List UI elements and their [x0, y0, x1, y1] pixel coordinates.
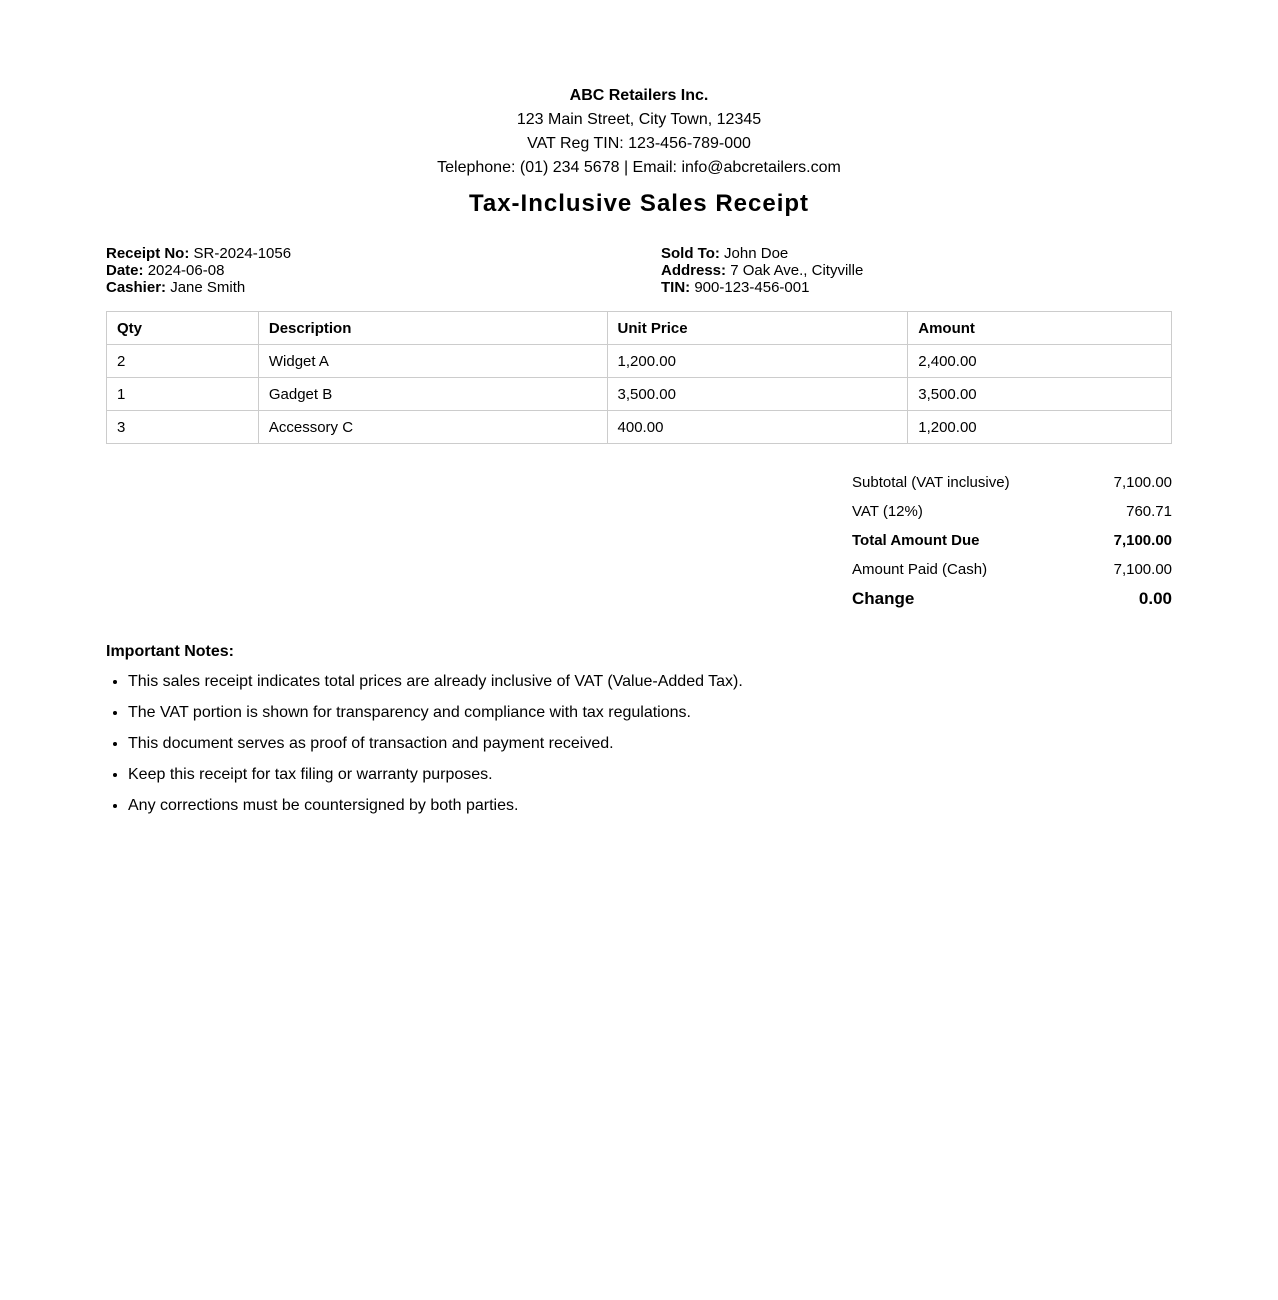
change-value: 0.00 — [1138, 589, 1172, 608]
amount-paid-row — [852, 561, 1172, 590]
customer-address-label: Address: — [661, 262, 727, 279]
total-due-row — [852, 532, 1172, 561]
sold-to — [661, 245, 1172, 262]
list-item: • This sales receipt indicates total prices are already inclusive of VAT (Value-Added Tax). — [128, 672, 1172, 692]
notes-title: Important Notes: — [106, 643, 234, 660]
header-description: Description — [258, 312, 607, 345]
customer-address-value: 7 Oak Ave., Cityville — [730, 262, 864, 279]
sold-to-label: Sold To: — [661, 245, 720, 262]
company-header — [106, 84, 1172, 180]
company-name: ABC Retailers Inc. — [569, 87, 709, 104]
list-item: • Any corrections must be countersigned by both parties. — [128, 796, 1172, 816]
cell-description: Accessory C — [258, 411, 607, 444]
cell-description: Widget A — [258, 345, 607, 378]
receipt-date-label: Date: — [106, 262, 144, 279]
receipt-details — [106, 245, 661, 296]
header-amount: Amount — [908, 312, 1172, 345]
cell-unit-price: 3,500.00 — [607, 378, 908, 411]
receipt-cashier-value: Jane Smith — [170, 279, 246, 296]
receipt-number-label: Receipt No: — [106, 245, 190, 262]
header-qty: Qty — [107, 312, 259, 345]
vat-row — [852, 503, 1172, 532]
customer-tin — [661, 279, 1172, 296]
company-address: 123 Main Street, City Town, 12345 — [516, 111, 762, 128]
list-item: • The VAT portion is shown for transparency and compliance with tax regulations. — [128, 703, 1172, 723]
receipt-cashier-label: Cashier: — [106, 279, 167, 296]
cell-amount: 1,200.00 — [908, 411, 1172, 444]
important-notes — [106, 642, 1172, 816]
cell-qty: 1 — [107, 378, 259, 411]
subtotal-row — [852, 474, 1172, 503]
table-row — [107, 411, 1172, 444]
table-header-row — [107, 312, 1172, 345]
notes-list — [106, 672, 1172, 816]
list-item: • Keep this receipt for tax filing or warranty purposes. — [128, 765, 1172, 785]
totals-summary — [852, 474, 1172, 619]
vat-value: 760.71 — [1126, 503, 1172, 520]
receipt-date — [106, 262, 661, 279]
receipt-cashier — [106, 279, 661, 296]
customer-tin-value: 900-123-456-001 — [694, 279, 810, 296]
company-contact: Telephone: (01) 234 5678 | Email: info@abcretailers.com — [437, 159, 841, 176]
cell-amount: 2,400.00 — [908, 345, 1172, 378]
receipt-page — [106, 84, 1172, 827]
subtotal-value: 7,100.00 — [1113, 474, 1172, 491]
customer-address — [661, 262, 1172, 279]
change-row — [852, 590, 1172, 619]
company-vat-reg: VAT Reg TIN: 123-456-789-000 — [527, 135, 751, 152]
header-unit-price: Unit Price — [607, 312, 908, 345]
table-row — [107, 378, 1172, 411]
customer-tin-label: TIN: — [661, 279, 691, 296]
cell-description: Gadget B — [258, 378, 607, 411]
amount-paid-label: Amount Paid (Cash) — [852, 561, 988, 578]
table-row — [107, 345, 1172, 378]
amount-paid-value: 7,100.00 — [1113, 561, 1172, 578]
cell-qty: 2 — [107, 345, 259, 378]
receipt-info — [106, 245, 1172, 296]
total-due-label: Total Amount Due — [852, 532, 980, 549]
items-table — [106, 311, 1172, 444]
receipt-number — [106, 245, 661, 262]
cell-qty: 3 — [107, 411, 259, 444]
customer-details — [661, 245, 1172, 296]
total-due-value: 7,100.00 — [1113, 532, 1172, 549]
cell-unit-price: 1,200.00 — [607, 345, 908, 378]
sold-to-value: John Doe — [724, 245, 789, 262]
receipt-title: Tax-Inclusive Sales Receipt — [468, 190, 810, 217]
receipt-number-value: SR-2024-1056 — [193, 245, 292, 262]
receipt-date-value: 2024-06-08 — [147, 262, 225, 279]
cell-unit-price: 400.00 — [607, 411, 908, 444]
vat-label: VAT (12%) — [852, 503, 923, 520]
list-item: • This document serves as proof of transaction and payment received. — [128, 734, 1172, 754]
subtotal-label: Subtotal (VAT inclusive) — [852, 474, 1010, 491]
cell-amount: 3,500.00 — [908, 378, 1172, 411]
change-label: Change — [852, 589, 915, 608]
